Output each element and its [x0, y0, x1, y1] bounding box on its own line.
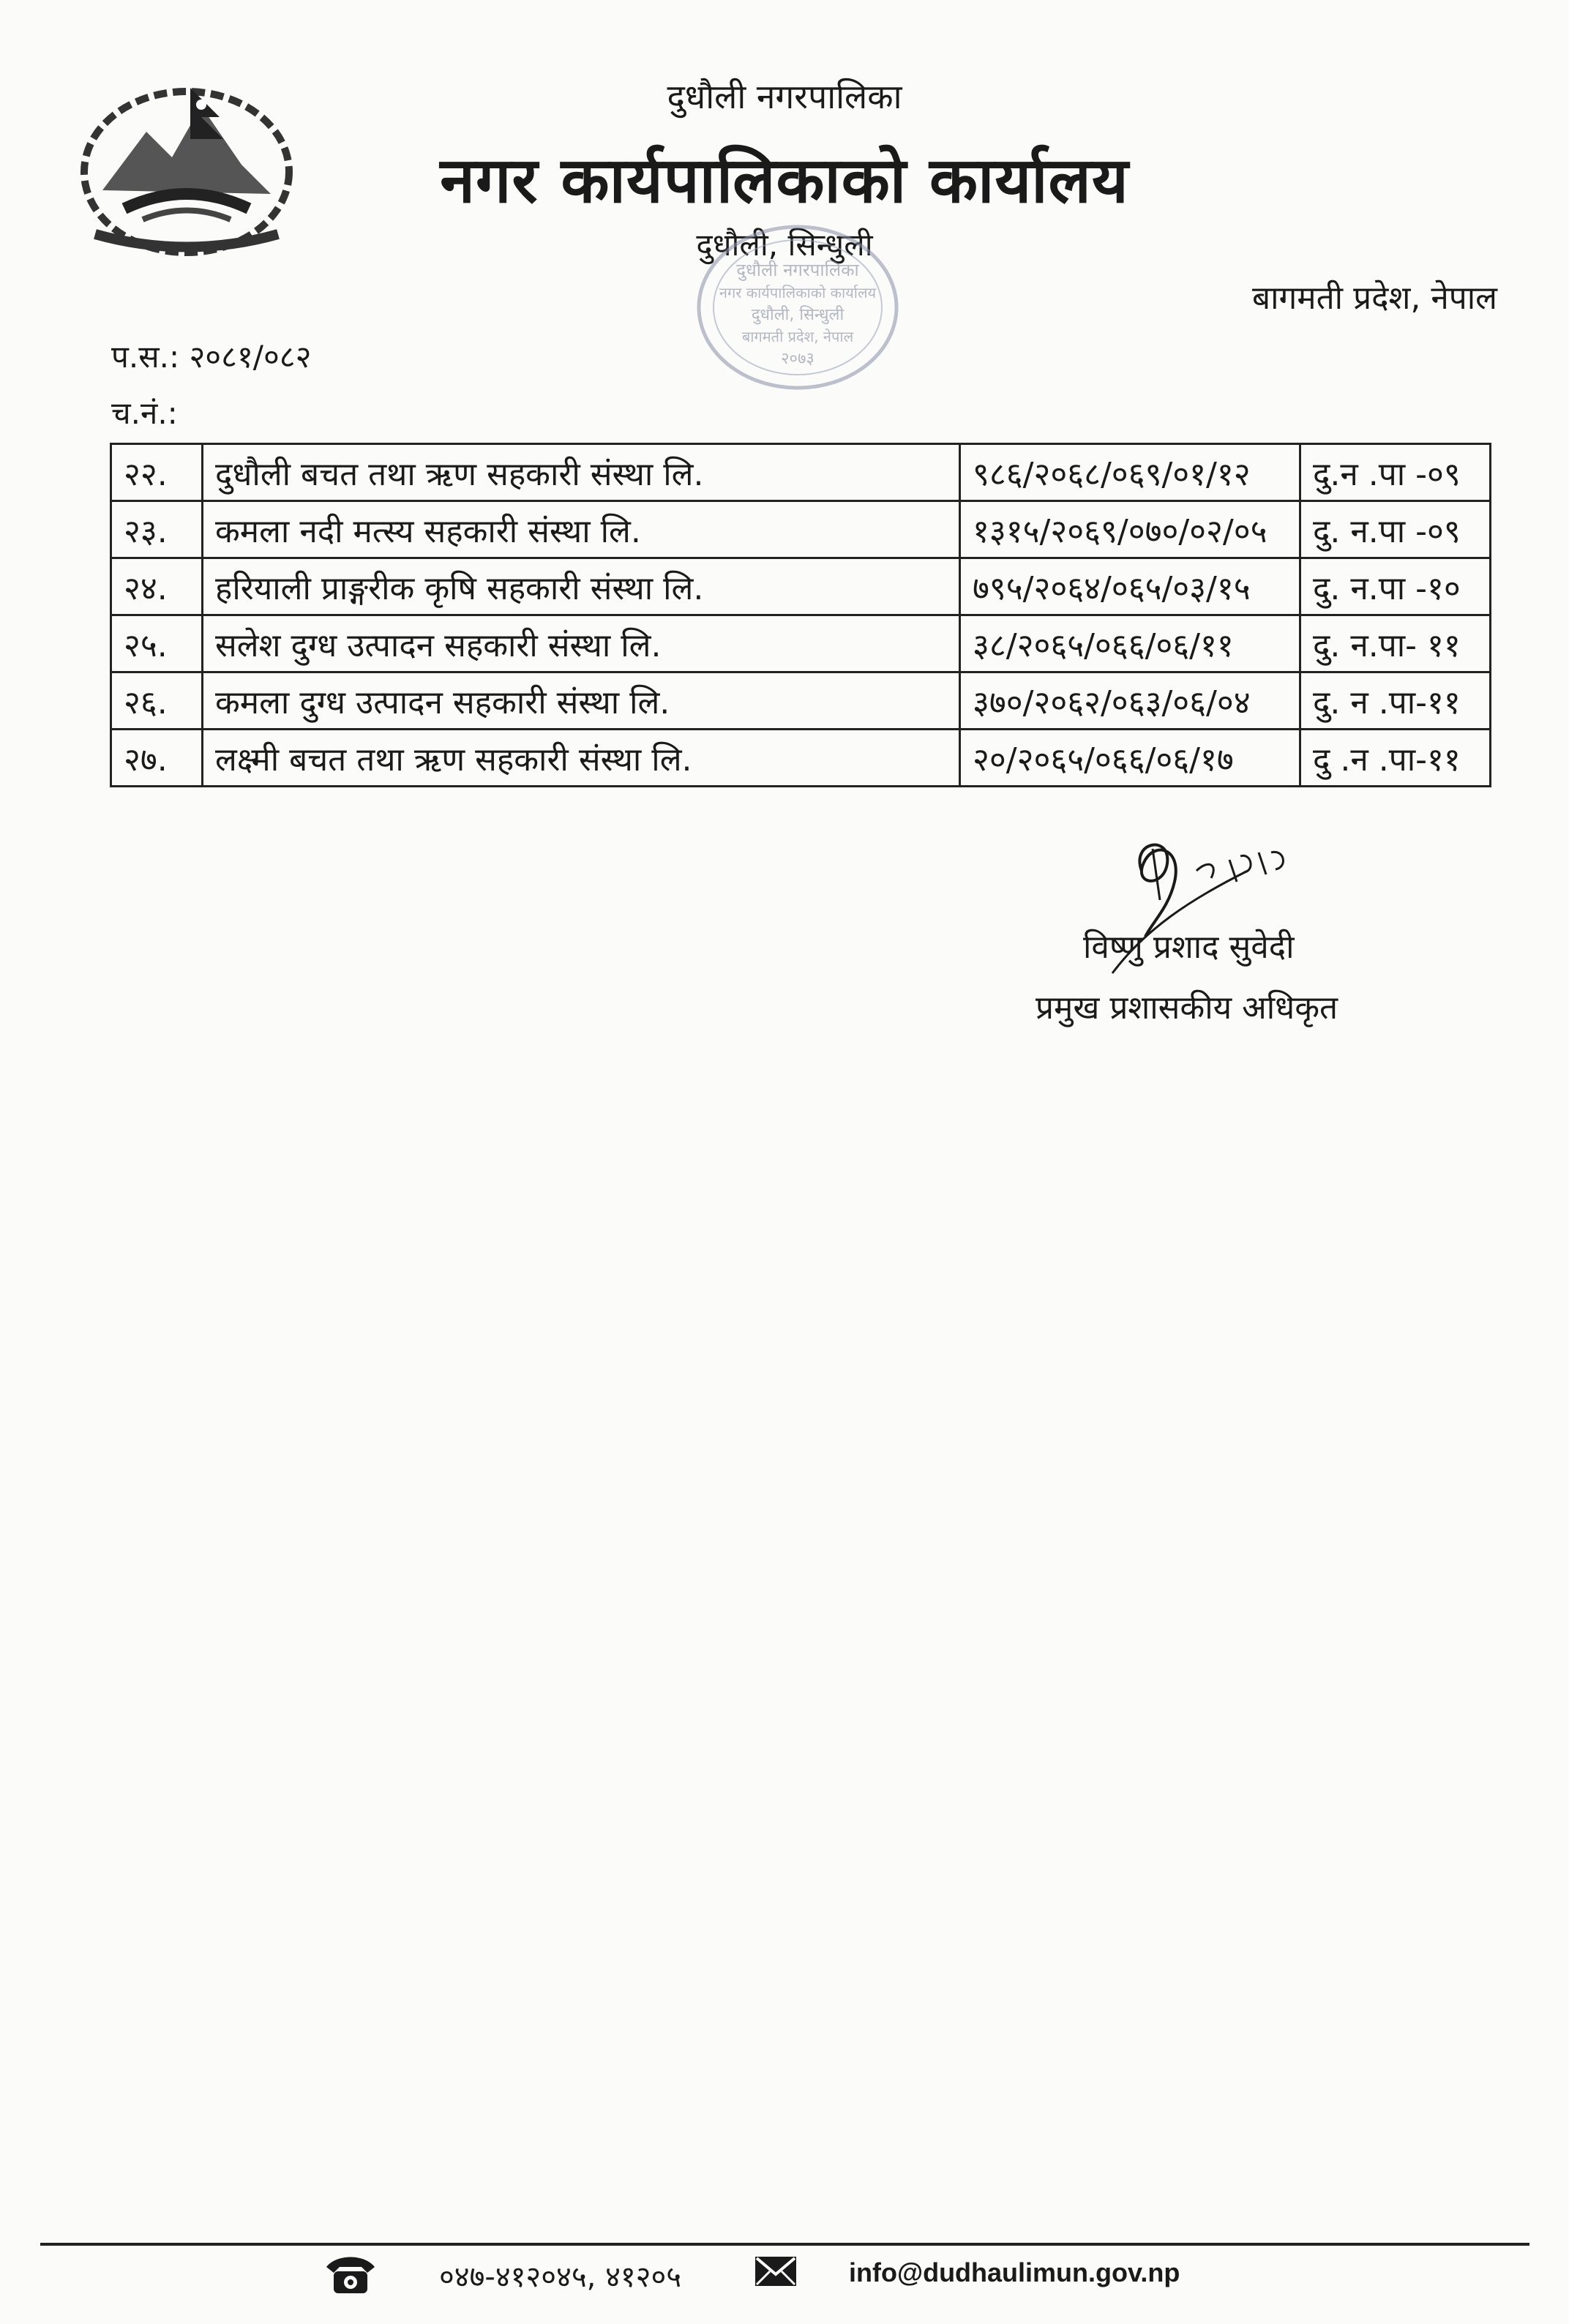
stamp-line-1: दुधौली नगरपालिका [736, 260, 859, 280]
signatory-name: विष्णु प्रशाद सुवेदी [1083, 929, 1295, 966]
office-title: नगर कार्यपालिकाको कार्यालय [440, 144, 1129, 217]
cooperative-name-cell: दुधौली बचत तथा ऋण सहकारी संस्था लि. [203, 444, 960, 501]
footer-phone: ०४७-४१२०४५, ४१२०५ [439, 2260, 682, 2294]
stamp-line-5: २०७३ [781, 350, 815, 368]
serial-number-cell: २४. [111, 558, 203, 615]
cooperative-name-cell: सलेश दुग्ध उत्पादन सहकारी संस्था लि. [203, 615, 960, 672]
serial-number-cell: २३. [111, 501, 203, 558]
ward-cell: दु .न .पा-११ [1300, 730, 1491, 787]
serial-number-cell: २७. [111, 730, 203, 787]
registration-number-cell: २०/२०६५/०६६/०६/१७ [960, 730, 1300, 787]
signature-mark [1101, 820, 1328, 1002]
envelope-icon [754, 2254, 798, 2289]
cooperative-name-cell: लक्ष्मी बचत तथा ऋण सहकारी संस्था लि. [203, 730, 960, 787]
table-row [111, 672, 1491, 730]
cooperatives-table [110, 443, 1491, 787]
table-row [111, 558, 1491, 615]
table-row [111, 615, 1491, 672]
stamp-line-4: बागमती प्रदेश, नेपाल [741, 328, 854, 345]
signatory-title: प्रमुख प्रशासकीय अधिकृत [1036, 989, 1338, 1027]
registration-number-cell: १३१५/२०६९/०७०/०२/०५ [960, 501, 1300, 558]
ward-cell: दु. न.पा- ११ [1300, 615, 1491, 672]
province-label: बागमती प्रदेश, नेपाल [1252, 280, 1497, 317]
serial-number-cell: २६. [111, 672, 203, 730]
registration-number-cell: ३८/२०६५/०६६/०६/११ [960, 615, 1300, 672]
telephone-icon [322, 2252, 379, 2296]
dispatch-number: च.नं.: [111, 395, 178, 431]
registration-number-cell: ३७०/२०६२/०६३/०६/०४ [960, 672, 1300, 730]
ward-cell: दु. न.पा -१० [1300, 558, 1491, 615]
serial-number-cell: २२. [111, 444, 203, 501]
table-row [111, 730, 1491, 787]
ward-cell: दु. न.पा -०९ [1300, 501, 1491, 558]
serial-number-cell: २५. [111, 615, 203, 672]
table-row [111, 444, 1491, 501]
ward-cell: दु. न .पा-११ [1300, 672, 1491, 730]
municipality-name: दुधौली नगरपालिका [667, 77, 902, 116]
footer-email[interactable]: info@dudhaulimun.gov.np [849, 2257, 1180, 2287]
cooperative-name-cell: कमला नदी मत्स्य सहकारी संस्था लि. [203, 501, 960, 558]
table-row [111, 501, 1491, 558]
cooperative-name-cell: हरियाली प्राङ्गरीक कृषि सहकारी संस्था लि. [203, 558, 960, 615]
registration-number-cell: ७९५/२०६४/०६५/०३/१५ [960, 558, 1300, 615]
stamp-line-3: दुधौली, सिन्धुली [751, 306, 845, 324]
reference-number: प.स.: २०८१/०८२ [111, 339, 312, 375]
office-stamp [684, 216, 911, 399]
office-address: दुधौली, सिन्धुली [696, 227, 873, 263]
footer-divider [40, 2243, 1529, 2246]
registration-number-cell: ९८६/२०६८/०६९/०१/१२ [960, 444, 1300, 501]
cooperative-name-cell: कमला दुग्ध उत्पादन सहकारी संस्था लि. [203, 672, 960, 730]
ward-cell: दु.न .पा -०९ [1300, 444, 1491, 501]
stamp-line-2: नगर कार्यपालिकाको कार्यालय [719, 284, 877, 301]
